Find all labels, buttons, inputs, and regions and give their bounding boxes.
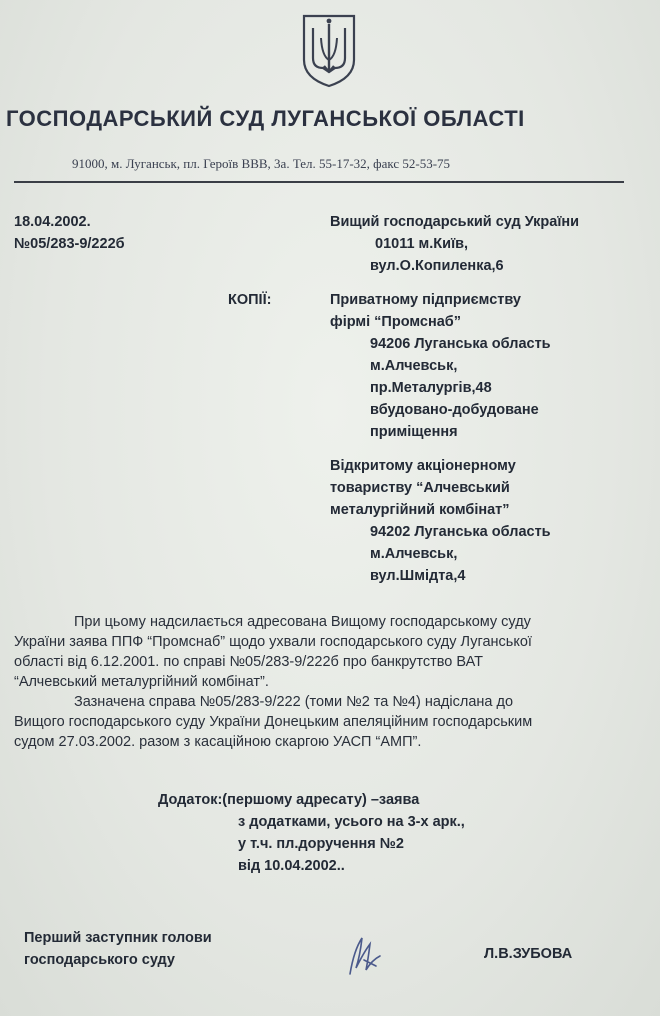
- paragraph2-line2: Вищого господарського суду України Донецьким апеляційним господарським: [14, 714, 533, 730]
- header-divider: [14, 181, 624, 183]
- copy1-line1: Приватному підприємству: [330, 292, 521, 308]
- copy2-line6: вул.Шмідта,4: [370, 568, 466, 584]
- paragraph1-line4: “Алчевський металургійний комбінат”.: [14, 674, 269, 690]
- copy2-line2: товариству “Алчевський: [330, 480, 510, 496]
- signatory-title-line2: господарського суду: [24, 952, 175, 968]
- copy2-line3: металургійний комбінат”: [330, 502, 510, 518]
- attachment-line2: з додатками, усього на 3-х арк.,: [238, 814, 465, 830]
- copy1-line6: вбудовано-добудоване: [370, 402, 539, 418]
- copy1-line4: м.Алчевськ,: [370, 358, 458, 374]
- attachment-line4: від 10.04.2002..: [238, 858, 345, 874]
- copy1-line7: приміщення: [370, 424, 458, 440]
- paragraph2-line1: Зазначена справа №05/283-9/222 (томи №2 та №4) надіслана до: [74, 694, 514, 710]
- paragraph1-line2: України заява ППФ “Промснаб” щодо ухвали господарського суду Луганської: [14, 634, 532, 650]
- trident-emblem-icon: [300, 12, 358, 88]
- recipient-line2: 01011 м.Київ,: [375, 236, 469, 252]
- letter-number: №05/283-9/222б: [14, 236, 125, 252]
- paragraph2-line3: судом 27.03.2002. разом з касаційною скаргою УАСП “АМП”.: [14, 734, 422, 750]
- paragraph1-line3: області від 6.12.2001. по справі №05/283-9/222б про банкрутство ВАТ: [14, 654, 483, 670]
- signature-mark: [340, 930, 390, 980]
- copy2-line4: 94202 Луганська область: [370, 524, 551, 540]
- signatory-title-line1: Перший заступник голови: [24, 930, 212, 946]
- letter-date: 18.04.2002.: [14, 214, 91, 230]
- copy2-line5: м.Алчевськ,: [370, 546, 458, 562]
- copy1-line3: 94206 Луганська область: [370, 336, 551, 352]
- recipient-line1: Вищий господарський суд України: [330, 214, 580, 230]
- copy2-line1: Відкритому акціонерному: [330, 458, 516, 474]
- paragraph1-line1: При цьому надсилається адресована Вищому господарському суду: [74, 614, 531, 630]
- court-title: ГОСПОДАРСЬКИЙ СУД ЛУГАНСЬКОЇ ОБЛАСТІ: [6, 106, 525, 131]
- attachment-line3: у т.ч. пл.доручення №2: [238, 836, 404, 852]
- recipient-line3: вул.О.Копиленка,6: [370, 258, 504, 274]
- copy1-line5: пр.Металургів,48: [370, 380, 492, 396]
- attachment-line1: Додаток:(першому адресату) –заява: [158, 792, 420, 808]
- signatory-name: Л.В.ЗУБОВА: [484, 946, 573, 962]
- court-address: 91000, м. Луганськ, пл. Героїв ВВВ, 3а. Тел. 55-17-32, факс 52-53-75: [72, 156, 451, 171]
- copy1-line2: фірмі “Промснаб”: [330, 314, 461, 330]
- copies-label: КОПІЇ:: [228, 292, 272, 308]
